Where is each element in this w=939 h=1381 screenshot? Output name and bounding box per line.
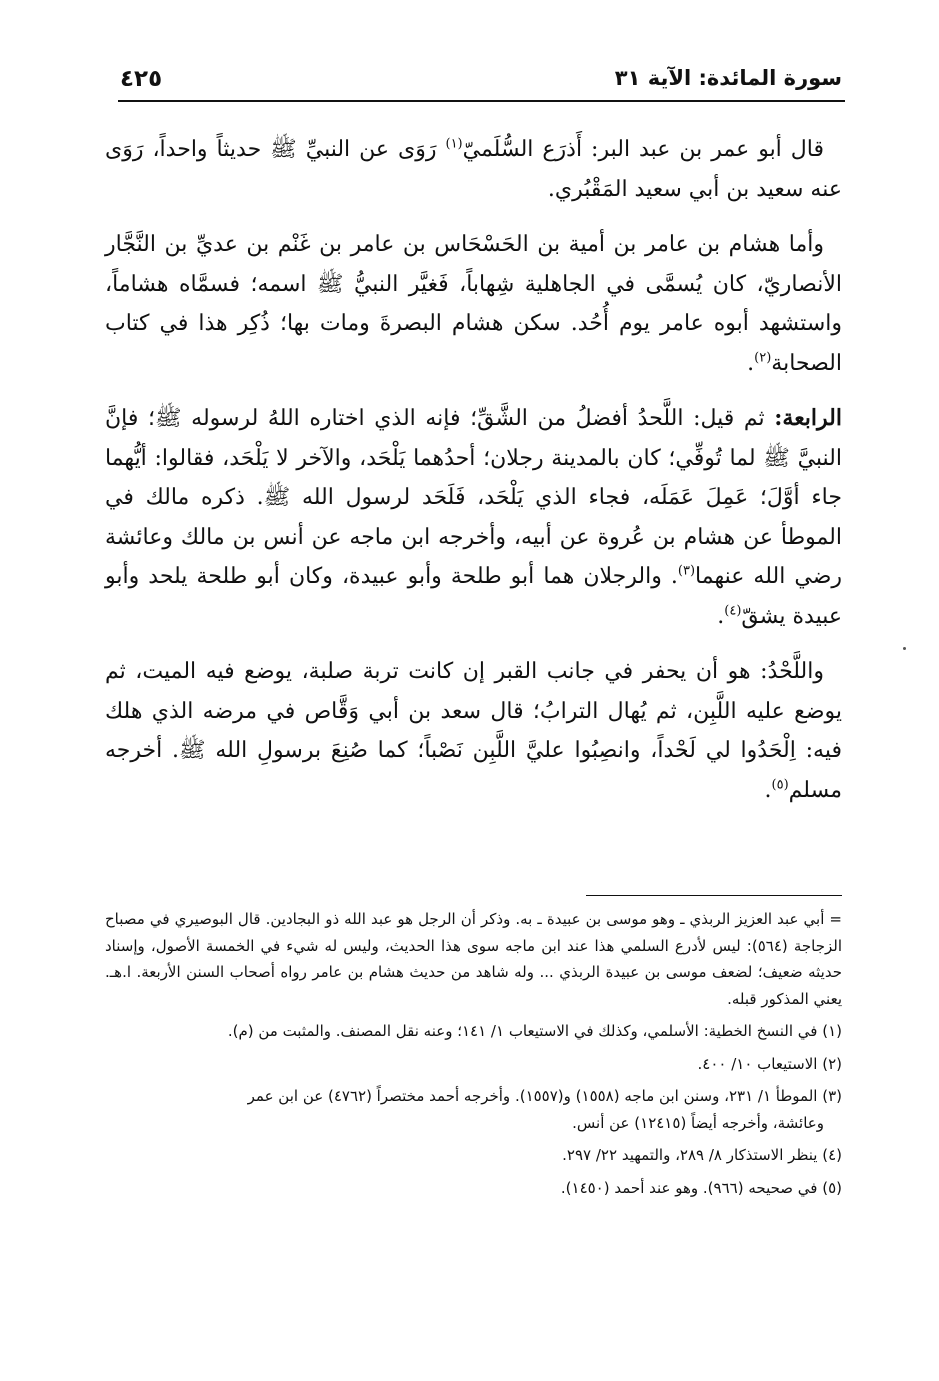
paragraph-text: قال أبو عمر بن عبد البر: أَذرَع السُّلَميّ <box>462 137 824 162</box>
section-lead: الرابعة: <box>774 405 842 431</box>
paragraph-text: . <box>747 350 755 376</box>
paragraph-text: . والرجلان هما أبو طلحة وأبو عبيدة، وكان أبو طلحة يلحد وأبو عبيدة يشقّ <box>105 564 842 629</box>
header-rule <box>118 100 845 102</box>
paragraph-4 <box>105 652 842 810</box>
footnote-ref-4: (٤) <box>724 603 742 619</box>
main-text <box>105 130 842 826</box>
footnote-ref-3: (٣) <box>677 563 696 579</box>
footnote-4: (٤) ينظر الاستذكار ٨/ ٢٨٩، والتمهيد ٢٢/ ٢٩٧. <box>562 1146 842 1164</box>
footnote-3-text: (٣) الموطأ ١/ ٢٣١، وسنن ابن ماجه (١٥٥٨) و(١٥٥٧). وأخرجه أحمد مختصراً (٤٧٦٢) عن ابن عمر <box>247 1087 842 1105</box>
footnote-2: (٢) الاستيعاب ١٠/ ٤٠٠. <box>697 1054 842 1073</box>
footnote-3-continuation: وعائشة، وأخرجه أيضاً (١٢٤١٥) عن أنس. <box>572 1113 824 1132</box>
footnote-ref-5: (٥) <box>771 777 789 793</box>
page-number: ٤٢٥ <box>120 66 163 92</box>
paragraph-text: وأما هشام بن عامر بن أمية بن الحَسْحَاس بن عامر بن غَنْم بن عديِّ بن النَّجَّار الأنصاريّ، كان يُسمَّى في الجاهلية شِهاباً، فَغيَّر النبيُّ ﷺ اسمه؛ فسمَّاه هشاماً، واستشهد أبوه عامر يوم أُحُد. سكن هشام البصرةَ ومات بها؛ ذُكِر هذا في كتاب الصحابة <box>105 232 842 376</box>
paragraph-text: . <box>717 603 725 629</box>
running-title: سورة المائدة: الآية ٣١ <box>614 66 842 90</box>
paragraph-2 <box>105 225 842 383</box>
footnote-5: (٥) في صحيحه (٩٦٦). وهو عند أحمد (١٤٥٠). <box>560 1178 842 1197</box>
paragraph-text: . <box>764 777 772 803</box>
paragraph-text: رَوَى عن النبيِّ ﷺ حديثاً واحداً، رَوَى عنه سعيد بن أبي سعيد المَقْبُري. <box>105 137 842 202</box>
footnote-ref-1: (١) <box>445 136 463 152</box>
margin-dot <box>903 647 906 650</box>
footnote-continuation: = أبي عبد العزيز الربذي ـ وهو موسى بن عبيدة ـ به. وذكر أن الرجل هو عبد الله ذو البجادين. قال البوصيري في مصباح الزجاجة (٥٦٤): ليس لأدرع السلمي هذا عند ابن ماجه سوى هذا الحديث، وليس له شيء في الخمسة الأصول، وإسناد حديثه ضعيف؛ لضعف موسى بن عبيدة الربذي ... وله شاهد من حديث هشام بن عامر رواه أصحاب السنن الأربعة. ا.هـ. يعني المذكور قبله. <box>105 910 843 1008</box>
paragraph-text: ثم قيل: اللَّحدُ أفضلُ من الشَّقِّ؛ فإنه الذي اختاره اللهُ لرسوله ﷺ؛ فإنَّ النبيَّ ﷺ لما تُوفِّي؛ كان بالمدينة رجلان؛ أحدُهما يَلْحَد، والآخر لا يَلْحَد، فقالوا: أيُّهما جاء أوَّلَ؛ عَمِلَ عَمَلَه، فجاء الذي يَلْحَد، فَلَحَد لرسول الله ﷺ. ذكره مالك في الموطأ عن هشام بن عُروة عن أبيه، وأخرجه ابن ماجه عن أنس بن مالك وعائشة رضي الله عنهما <box>105 406 842 589</box>
footnote-rule <box>586 895 842 896</box>
paragraph-1 <box>105 130 842 209</box>
paragraph-text: واللَّحْدُ: هو أن يحفر في جانب القبر إن كانت تربة صلبة، يوضع فيه الميت، ثم يوضع عليه اللَّبِن، ثم يُهال الترابُ؛ قال سعد بن أبي وَقَّاص في مرضه الذي هلك فيه: اِلْحَدُوا لي لَحْداً، وانصِبُوا عليَّ اللَّبِن نَصْباً؛ كما صُنِعَ برسولِ الله ﷺ. أخرجه مسلم <box>105 659 842 803</box>
footnotes <box>105 906 842 1207</box>
footnote-1: (١) في النسخ الخطية: الأسلمي، وكذلك في الاستيعاب ١/ ١٤١؛ وعنه نقل المصنف. والمثبت من (م). <box>227 1022 842 1040</box>
paragraph-3 <box>105 399 842 636</box>
footnote-ref-2: (٢) <box>754 350 772 366</box>
footnote-3 <box>105 1083 842 1136</box>
